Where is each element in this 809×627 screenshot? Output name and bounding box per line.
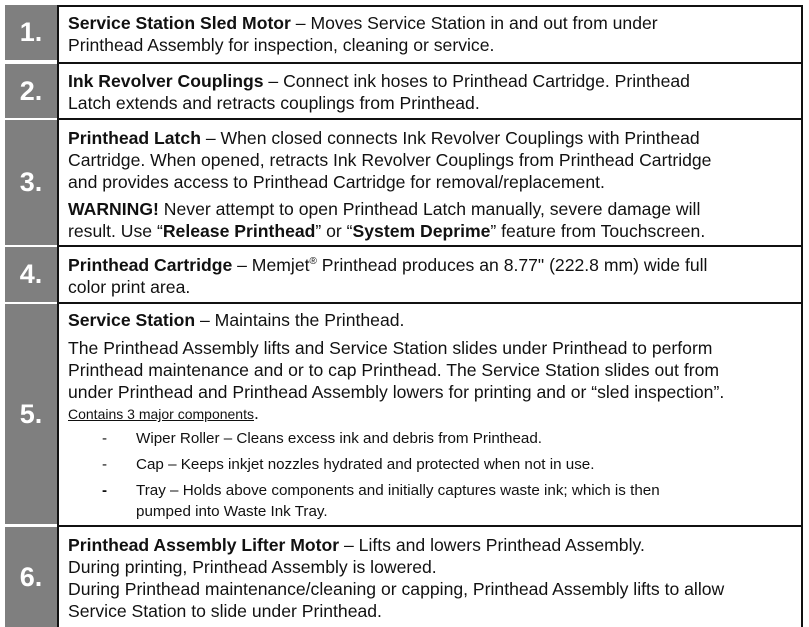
component-title: Printhead Latch — [68, 128, 201, 148]
bullet-dash: - — [102, 482, 108, 499]
warning-line — [68, 199, 795, 221]
description-line: Service Station to slide under Printhead. — [68, 601, 382, 621]
row-number: 5. — [5, 302, 57, 524]
description-line: Latch extends and retracts couplings from Printhead. — [68, 93, 480, 113]
description-text: Printhead produces an 8.77" (222.8 mm) wide full — [316, 255, 708, 275]
row-description — [57, 5, 803, 60]
row-description — [57, 245, 803, 302]
table-row — [5, 118, 803, 245]
description-text: – Connect ink hoses to Printhead Cartridge. Printhead — [263, 71, 690, 91]
row-description — [57, 118, 803, 245]
component-title: Printhead Cartridge — [68, 255, 233, 275]
table-row — [5, 302, 803, 524]
description-line: Cartridge. When opened, retracts Ink Revolver Couplings from Printhead Cartridge — [68, 150, 712, 170]
table-row — [5, 525, 803, 627]
description-line: The Printhead Assembly lifts and Service Station slides under Printhead to perform — [68, 338, 713, 358]
component-text: Wiper Roller – Cleans excess ink and debris from Printhead. — [136, 430, 543, 447]
description-line: under Printhead and Printhead Assembly lowers for printing and or “sled inspection”. — [68, 382, 725, 402]
table-row — [5, 245, 803, 302]
component-text: pumped into Waste Ink Tray. — [136, 503, 328, 520]
description-line — [68, 255, 795, 277]
description-line: and provides access to Printhead Cartridge for removal/replacement. — [68, 172, 605, 192]
bullet-dash: - — [102, 430, 108, 447]
registered-mark: ® — [309, 256, 317, 268]
row-description — [57, 302, 803, 524]
components-label: Contains 3 major components — [68, 406, 254, 422]
description-line: color print area. — [68, 277, 191, 297]
description-line — [68, 535, 795, 557]
system-deprime-feature: System Deprime — [352, 221, 491, 241]
components-heading — [68, 403, 795, 426]
row-number: 4. — [5, 245, 57, 302]
release-printhead-feature: Release Printhead — [162, 221, 316, 241]
components-tail: . — [254, 403, 259, 423]
description-line: During printing, Printhead Assembly is lowered. — [68, 557, 437, 577]
description-text: – Moves Service Station in and out from under — [290, 13, 658, 33]
warning-text: result. Use “ — [68, 221, 163, 241]
description-text: – When closed connects Ink Revolver Couplings with Printhead — [200, 128, 700, 148]
warning-text: Never attempt to open Printhead Latch manually, severe damage will — [158, 199, 701, 219]
row-number: 6. — [5, 525, 57, 627]
description-line — [68, 13, 795, 35]
description-line — [68, 71, 795, 93]
description-text: – Lifts and lowers Printhead Assembly. — [339, 535, 645, 555]
warning-text: ” or “ — [315, 221, 353, 241]
description-line: Printhead Assembly for inspection, cleaning or service. — [68, 35, 495, 55]
component-text: Tray – Holds above components and initially captures waste ink; which is then — [136, 482, 660, 499]
description-line — [68, 128, 795, 150]
component-title: Service Station — [68, 310, 196, 330]
warning-label: WARNING! — [68, 199, 159, 219]
row-number: 1. — [5, 5, 57, 60]
component-title: Ink Revolver Couplings — [68, 71, 264, 91]
brand-text: – Memjet — [232, 255, 310, 275]
description-text: – Maintains the Printhead. — [195, 310, 405, 330]
row-description — [57, 62, 803, 118]
warning-line — [68, 221, 795, 243]
row-number: 2. — [5, 62, 57, 118]
description-line: Printhead maintenance and or to cap Printhead. The Service Station slides out from — [68, 360, 720, 380]
table-row — [5, 62, 803, 118]
description-line: During Printhead maintenance/cleaning or capping, Printhead Assembly lifts to allow — [68, 579, 725, 599]
description-line — [68, 310, 795, 332]
row-number: 3. — [5, 118, 57, 245]
component-text: Cap – Keeps inkjet nozzles hydrated and protected when not in use. — [136, 456, 595, 473]
component-title: Printhead Assembly Lifter Motor — [68, 535, 340, 555]
component-title: Service Station Sled Motor — [68, 13, 291, 33]
row-description — [57, 525, 803, 627]
warning-text: ” feature from Touchscreen. — [490, 221, 706, 241]
bullet-dash: - — [102, 456, 108, 473]
table-row — [5, 5, 803, 60]
